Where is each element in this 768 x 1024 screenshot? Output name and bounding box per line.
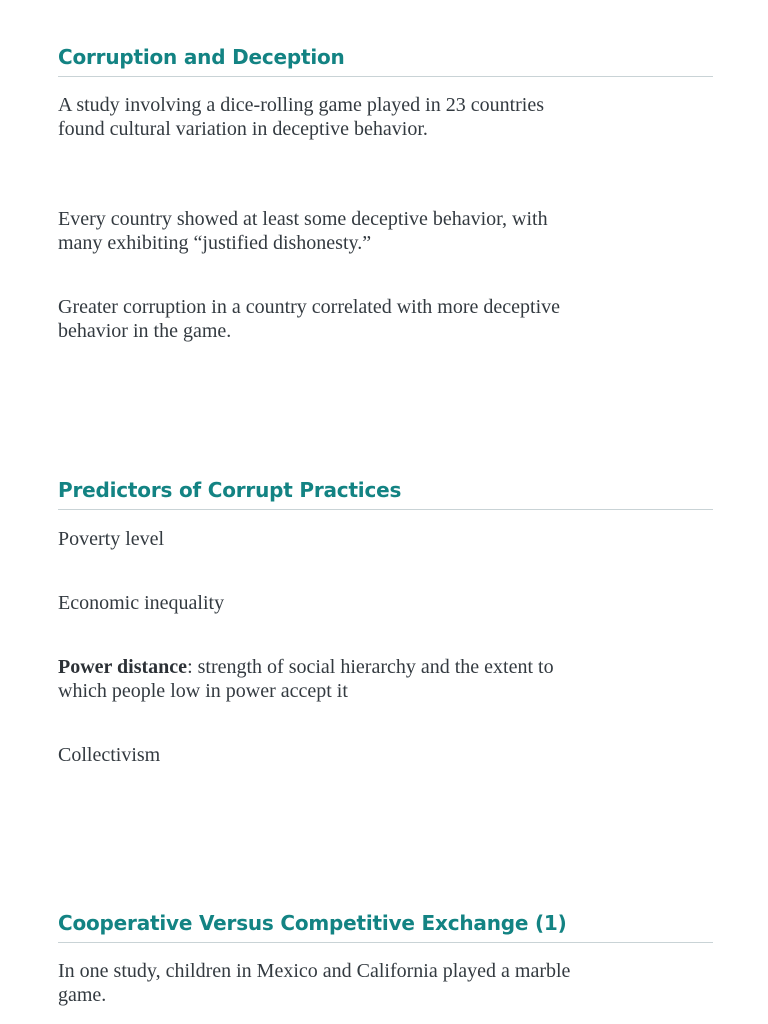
paragraph: Every country showed at least some deceptive behavior, with many exhibiting “justified dishonesty.”: [58, 208, 548, 254]
section-predictors-of-corrupt-practices: [58, 477, 713, 766]
section-heading: Cooperative Versus Competitive Exchange (1): [58, 911, 567, 935]
term-definition: : strength of social hierarchy and the extent to which people low in power accept it: [58, 656, 554, 702]
paragraph: A study involving a dice-rolling game played in 23 countries found cultural variation in deceptive behavior.: [58, 94, 545, 140]
paragraph: In one study, children in Mexico and California played a marble game.: [58, 960, 571, 1006]
paragraph: Greater corruption in a country correlated with more deceptive behavior in the game.: [58, 296, 561, 342]
paragraph: Economic inequality: [58, 592, 225, 614]
heading-divider: [58, 76, 713, 77]
paragraph-power-distance: [58, 655, 578, 703]
paragraph: Poverty level: [58, 528, 165, 550]
section-heading: Corruption and Deception: [58, 45, 345, 69]
section-cooperative-versus-competitive-exchange: [58, 910, 713, 1006]
paragraph: Collectivism: [58, 744, 161, 766]
heading-divider: [58, 509, 713, 510]
section-corruption-and-deception: [58, 44, 713, 342]
section-heading: Predictors of Corrupt Practices: [58, 478, 402, 502]
bold-term: Power distance: [58, 656, 188, 678]
heading-divider: [58, 942, 713, 943]
